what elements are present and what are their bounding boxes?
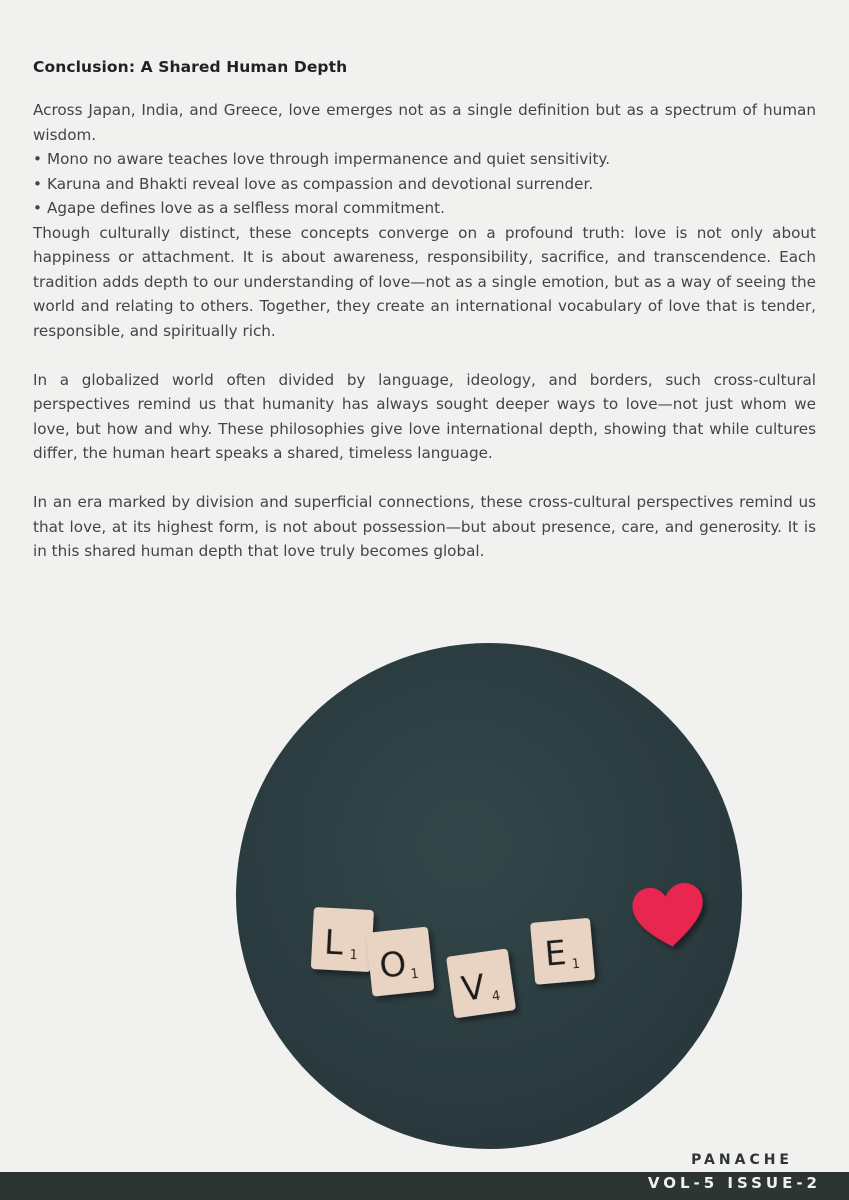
body-paragraph-2: In a globalized world often divided by language, ideology, and borders, such cross-cultural perspectives remind us that humanity has always sought deeper ways to love—not just whom we love, but how and why. These philosophies give love international depth, showing that while cultures differ, the human heart speaks a shared, timeless language. [33, 370, 816, 462]
tile-score: 1 [349, 947, 359, 964]
tile-letter: E [543, 933, 568, 975]
body-paragraph-1: Though culturally distinct, these concepts converge on a profound truth: love is not only about happiness or attachment. It is about awareness, responsibility, sacrifice, and transcendence. Each tradition adds depth to our understanding of love—not as a single emotion, but as a way of seeing the world and relating to others. Together, they create an international vocabulary of love that is tender, responsible, and spiritually rich. [33, 223, 816, 340]
love-tiles-photo [236, 643, 742, 1149]
photo-illustration [236, 643, 742, 1149]
intro-paragraph: Across Japan, India, and Greece, love emerges not as a single definition but as a spectrum of human wisdom. [33, 101, 816, 144]
tile-o [366, 927, 434, 997]
article [33, 58, 816, 564]
list-item-text: Karuna and Bhakti reveal love as compassion and devotional surrender. [47, 174, 594, 193]
list-item [33, 196, 816, 221]
magazine-brand: PANACHE [691, 1152, 793, 1168]
tile-l [311, 907, 374, 972]
section-heading: Conclusion: A Shared Human Depth [33, 58, 348, 76]
bullet-marker: • [33, 174, 42, 193]
list-item-text: Mono no aware teaches love through impermanence and quiet sensitivity. [47, 150, 611, 168]
list-item-text: Agape defines love as a selfless moral commitment. [47, 199, 445, 217]
bullet-marker: • [33, 150, 42, 168]
list-item [33, 147, 816, 172]
tile-v [446, 948, 516, 1018]
list-item [33, 172, 816, 197]
issue-label: VOL-5 ISSUE-2 [647, 1174, 821, 1192]
body-paragraph-3: In an era marked by division and superficial connections, these cross-cultural perspectives remind us that love, at its highest form, is not about possession—but about presence, care, and generosity. It is in this shared human depth that love truly becomes global. [33, 493, 816, 560]
tile-letter: O [377, 944, 409, 987]
tile-score: 4 [491, 988, 502, 1005]
tile-e [530, 918, 595, 985]
bullet-marker: • [33, 199, 42, 217]
tile-score: 1 [409, 966, 420, 983]
concept-list [33, 147, 816, 221]
tile-score: 1 [571, 956, 581, 973]
tile-letter: L [323, 922, 345, 964]
tile-letter: V [458, 967, 488, 1010]
